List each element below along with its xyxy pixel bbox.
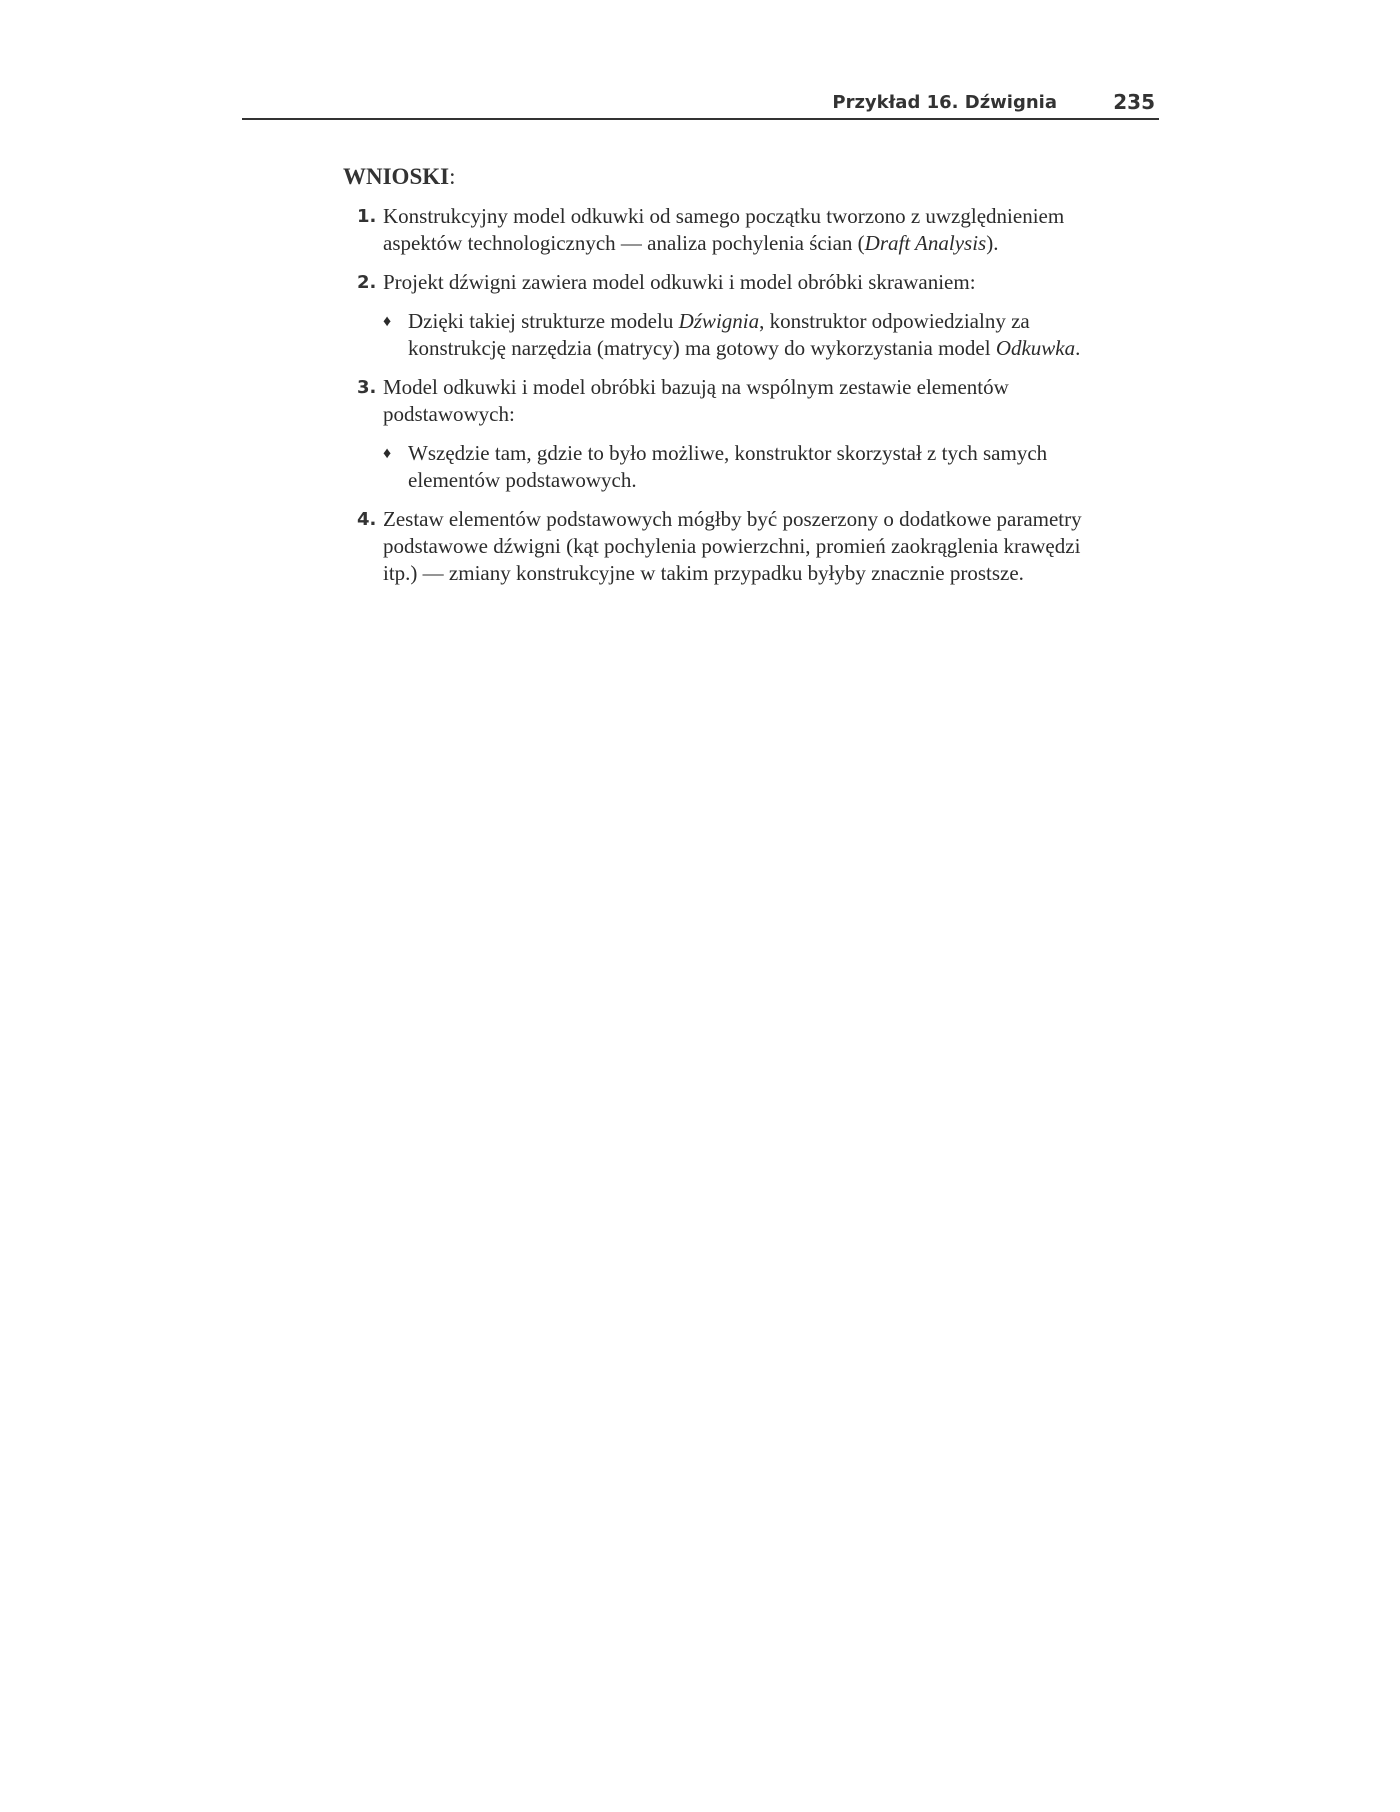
list-item-number: 1. [357,206,377,227]
list-item-number: 3. [357,377,377,398]
bullet-item-2 [383,440,1163,494]
bullet-line [408,308,1163,335]
bullet-item-1 [383,308,1163,362]
text-run: aspektów technologicznych — analiza pochylenia ścian ( [383,231,865,255]
list-item-line: podstawowe dźwigni (kąt pochylenia powierzchni, promień zaokrąglenia krawędzi [383,534,1081,558]
list-item-1 [345,203,1145,257]
italic-term: Dźwignia [678,309,760,333]
section-heading-text: WNIOSKI [343,164,450,189]
running-header [242,88,1159,116]
bullet-item-text [408,440,1163,494]
list-item-number: 2. [357,272,377,293]
italic-term: Odkuwka [995,336,1076,360]
list-item-line: itp.) — zmiany konstrukcyjne w takim przypadku byłyby znacznie prostsze. [383,561,1024,585]
header-rule [242,118,1159,120]
bullet-line [408,335,1163,362]
text-run: konstrukcję narzędzia (matrycy) ma gotowy do wykorzystania model [408,336,996,360]
bullet-item-text [408,308,1163,362]
list-item-text [383,269,1143,296]
list-item-4 [345,506,1145,587]
list-item-line: Zestaw elementów podstawowych mógłby być poszerzony o dodatkowe parametry [383,507,1082,531]
section-heading-colon: : [449,164,456,189]
page-number: 235 [1113,90,1155,114]
bullet-line: elementów podstawowych. [408,468,637,492]
bullet-line: Wszędzie tam, gdzie to było możliwe, konstruktor skorzystał z tych samych [408,441,1048,465]
list-item-line [383,230,1143,257]
text-run: , konstruktor odpowiedzialny za [759,309,1030,333]
list-item-line: Projekt dźwigni zawiera model odkuwki i model obróbki skrawaniem: [383,270,976,294]
diamond-bullet-icon: ♦ [383,445,392,462]
running-header-title: Przykład 16. Dźwignia [832,92,1057,113]
italic-term: Draft Analysis [864,231,987,255]
list-item-text [383,374,1143,428]
section-heading [343,164,455,190]
diamond-bullet-icon: ♦ [383,313,392,330]
list-item-text [383,203,1143,257]
text-run: ). [986,231,999,255]
text-run: Dzięki takiej strukturze modelu [408,309,679,333]
list-item-text [383,506,1143,587]
list-item-line: podstawowych: [383,402,515,426]
text-run: . [1075,336,1081,360]
list-item-number: 4. [357,509,377,530]
list-item-3 [345,374,1145,428]
list-item-2 [345,269,1145,296]
list-item-line: Konstrukcyjny model odkuwki od samego początku tworzono z uwzględnieniem [383,204,1065,228]
list-item-line: Model odkuwki i model obróbki bazują na wspólnym zestawie elementów [383,375,1009,399]
